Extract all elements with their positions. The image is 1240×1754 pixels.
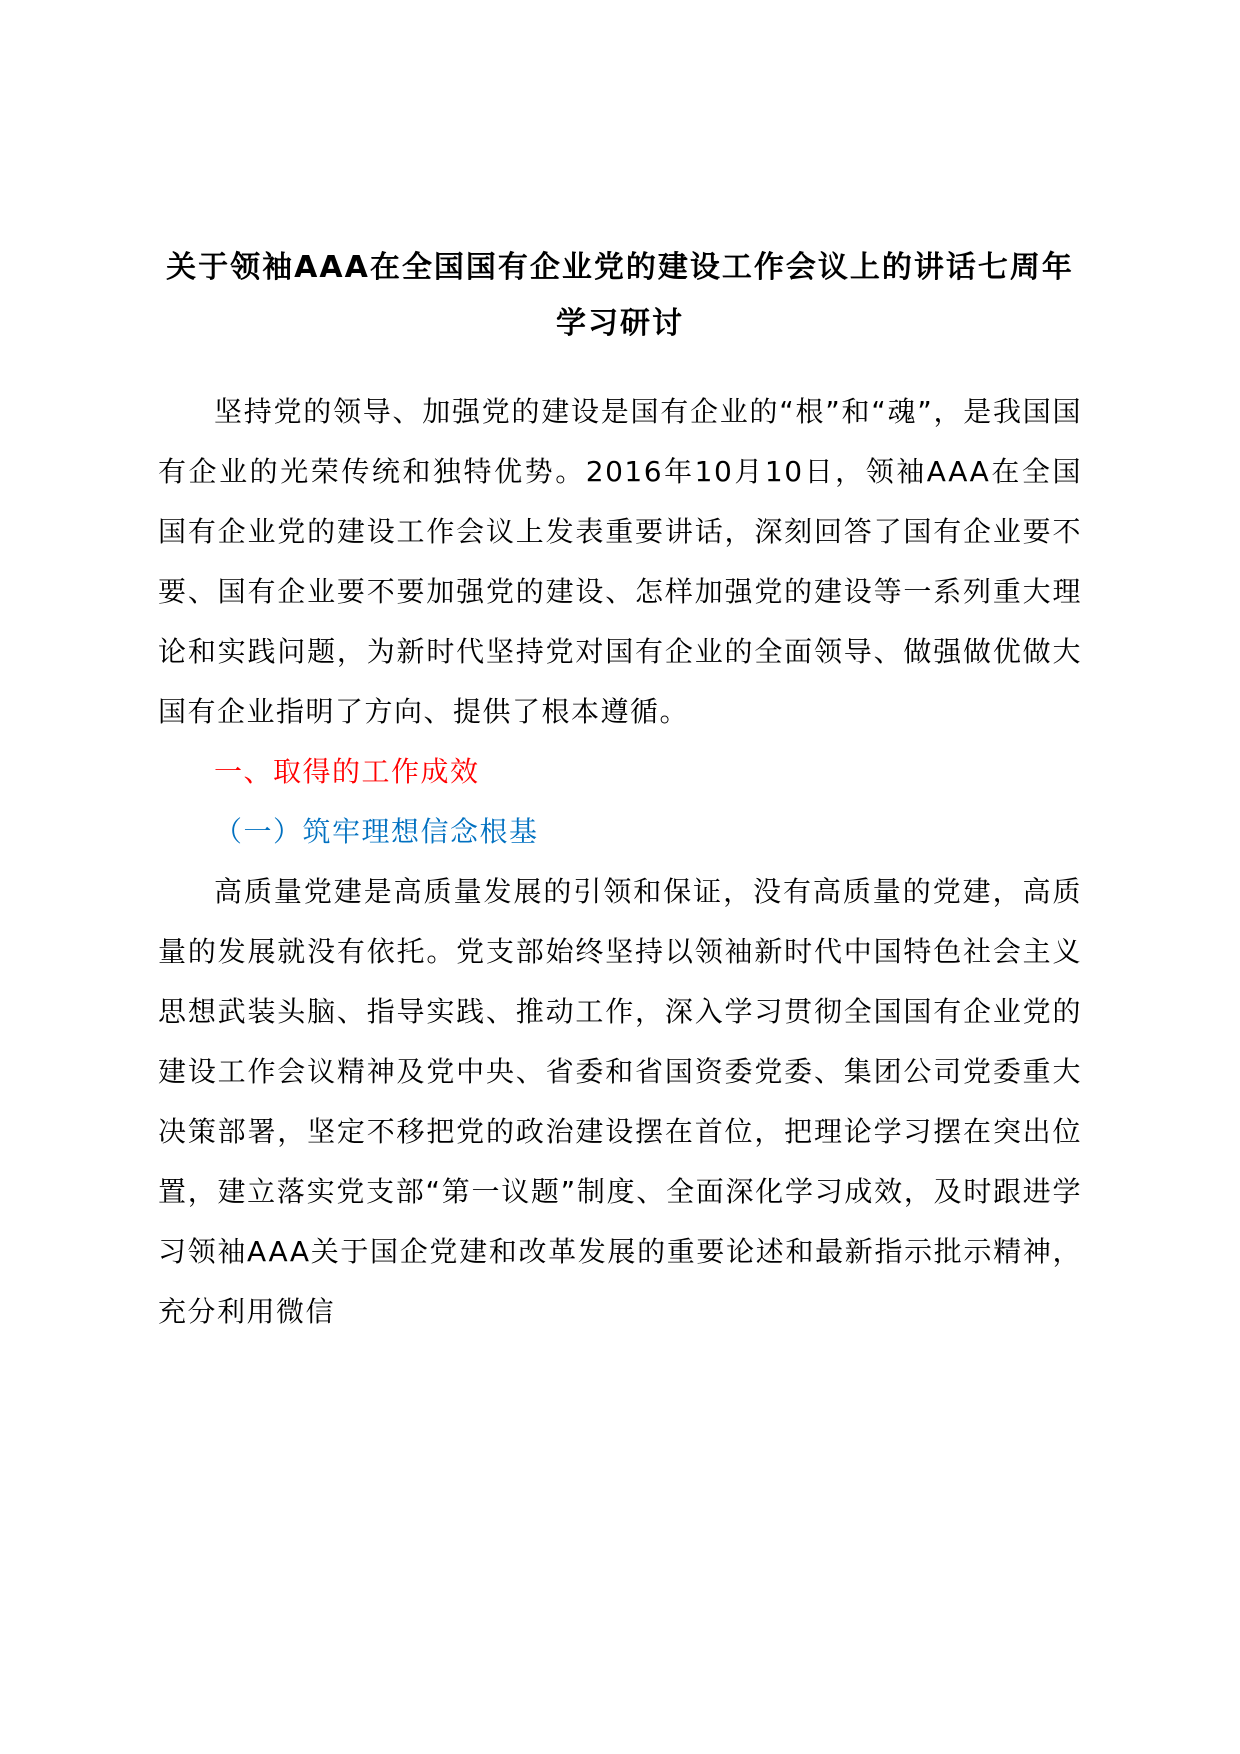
page-title: 关于领袖AAA在全国国有企业党的建设工作会议上的讲话七周年学习研讨 (166, 250, 1074, 341)
subsection-heading-1-1: （一）筑牢理想信念根基 (214, 815, 539, 848)
paragraph-body: 高质量党建是高质量发展的引领和保证，没有高质量的党建，高质量的发展就没有依托。党支部始终坚持以领袖新时代中国特色社会主义思想武装头脑、指导实践、推动工作，深入学习贯彻全国国有企业党的建设工作会议精神及党中央、省委和省国资委党委、集团公司党委重大决策部署，坚定不移把党的政治建设摆在首位，把理论学习摆在突出位置，建立落实党支部“第一议题”制度、全面深化学习成效，及时跟进学习领袖AAA关于国企党建和改革发展的重要论述和最新指示批示精神，充分利用微信 (158, 875, 1082, 1328)
section-heading-1: 一、取得的工作成效 (214, 755, 480, 788)
paragraph-intro: 坚持党的领导、加强党的建设是国有企业的“根”和“魂”，是我国国有企业的光荣传统和独特优势。2016年10月10日，领袖AAA在全国国有企业党的建设工作会议上发表重要讲话，深刻回答了国有企业要不要、国有企业要不要加强党的建设、怎样加强党的建设等一系列重大理论和实践问题，为新时代坚持党对国有企业的全面领导、做强做优做大国有企业指明了方向、提供了根本遵循。 (158, 395, 1082, 728)
